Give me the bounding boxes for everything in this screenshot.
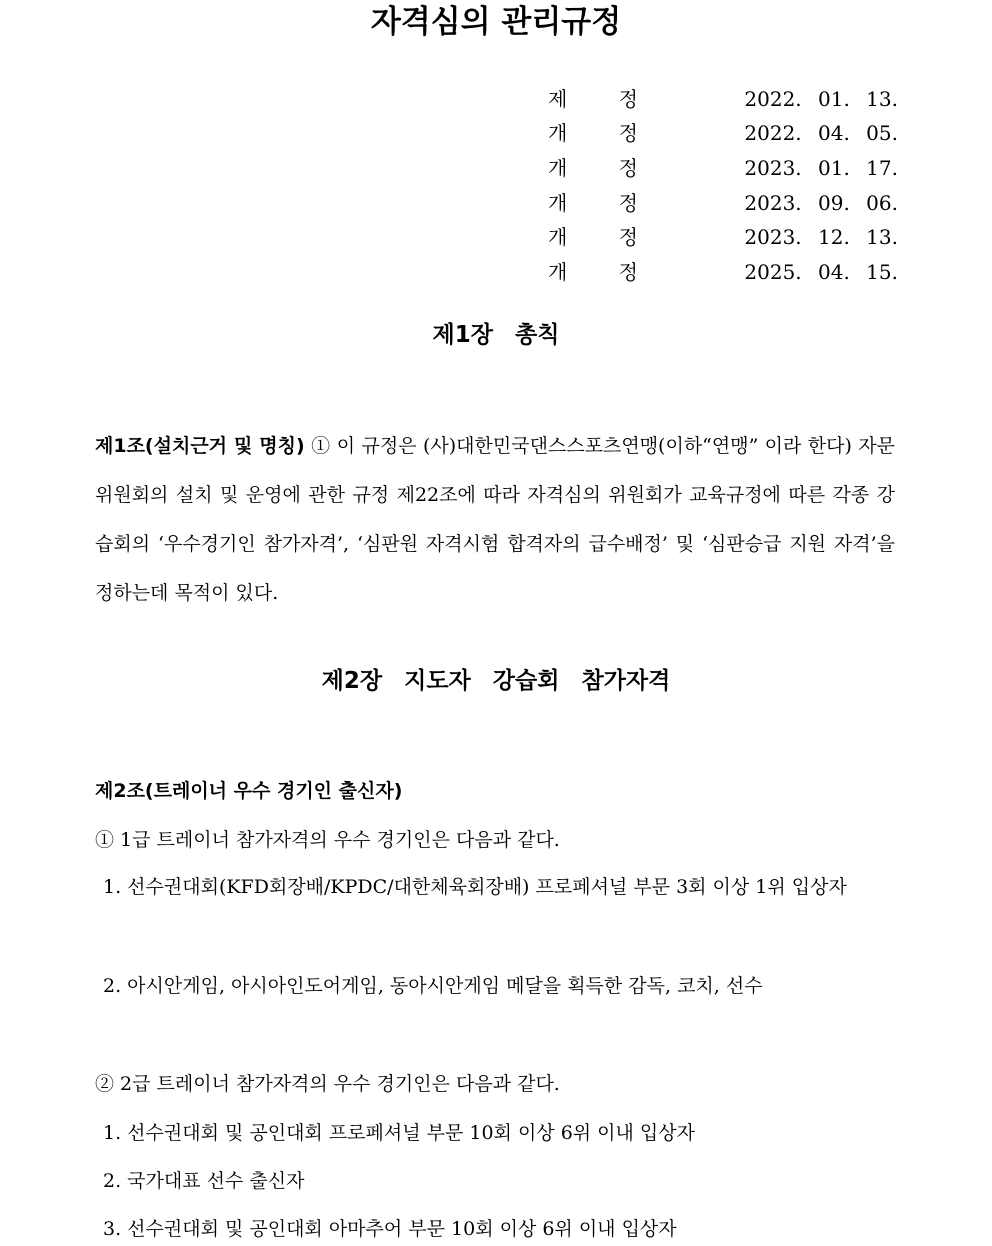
history-date: 2023. 12. 13. xyxy=(744,225,898,249)
clause1-item: 1. 선수권대회(KFD회장배/KPDC/대한체육회장배) 프로페셔널 부문 3회 이상 1위 입상자 xyxy=(103,876,847,898)
clause2-item: 2. 국가대표 선수 출신자 xyxy=(103,1170,305,1192)
chapter1-heading: 제1장 총칙 xyxy=(432,322,560,348)
history-kind-suffix: 정 xyxy=(618,191,638,215)
history-kind: 개 xyxy=(548,121,568,145)
history-kind-suffix: 정 xyxy=(618,87,638,111)
article1-heading: 제1조(설치근거 및 명칭) xyxy=(95,435,305,457)
history-date: 2022. 04. 05. xyxy=(744,121,898,145)
article2-heading: 제2조(트레이너 우수 경기인 출신자) xyxy=(95,780,403,802)
article1-body: ① 이 규정은 (사)대한민국댄스스포츠연맹(이하“연맹” 이라 한다) 자문위원회의 설치 및 운영에 관한 규정 제22조에 따라 자격심의 위원회가 교육규정에 따른 각종 강습회의 ‘우수경기인 참가자격’, ‘심판원 자격시험 합격자의 급수배정’ 및 ‘심판승급 지원 자격’을 정하는데 목적이 있다. xyxy=(95,435,895,604)
history-kind-suffix: 정 xyxy=(618,121,638,145)
history-row xyxy=(548,255,898,289)
history-row xyxy=(548,186,898,220)
clause1-item: 2. 아시안게임, 아시아인도어게임, 동아시안게임 메달을 획득한 감독, 코치, 선수 xyxy=(103,975,763,997)
article2-clause1: ① 1급 트레이너 참가자격의 우수 경기인은 다음과 같다. xyxy=(95,829,560,851)
history-row xyxy=(548,220,898,254)
document-title: 자격심의 관리규정 xyxy=(370,4,622,40)
history-kind-suffix: 정 xyxy=(618,260,638,284)
history-kind: 개 xyxy=(548,260,568,284)
history-row xyxy=(548,82,898,116)
chapter2-heading: 제2장 지도자 강습회 참가자격 xyxy=(321,668,671,694)
article1-paragraph xyxy=(95,422,895,618)
history-kind: 개 xyxy=(548,225,568,249)
clause2-item: 3. 선수권대회 및 공인대회 아마추어 부문 10회 이상 6위 이내 입상자 xyxy=(103,1218,677,1240)
history-row xyxy=(548,116,898,150)
history-kind: 제 xyxy=(548,87,568,111)
history-row xyxy=(548,151,898,185)
history-kind-suffix: 정 xyxy=(618,156,638,180)
history-date: 2022. 01. 13. xyxy=(744,87,898,111)
clause2-item: 1. 선수권대회 및 공인대회 프로페셔널 부문 10회 이상 6위 이내 입상자 xyxy=(103,1122,695,1144)
history-date: 2023. 01. 17. xyxy=(744,156,898,180)
history-kind-suffix: 정 xyxy=(618,225,638,249)
history-date: 2023. 09. 06. xyxy=(744,191,898,215)
article2-clause2: ② 2급 트레이너 참가자격의 우수 경기인은 다음과 같다. xyxy=(95,1073,560,1095)
history-date: 2025. 04. 15. xyxy=(744,260,898,284)
history-kind: 개 xyxy=(548,156,568,180)
history-kind: 개 xyxy=(548,191,568,215)
